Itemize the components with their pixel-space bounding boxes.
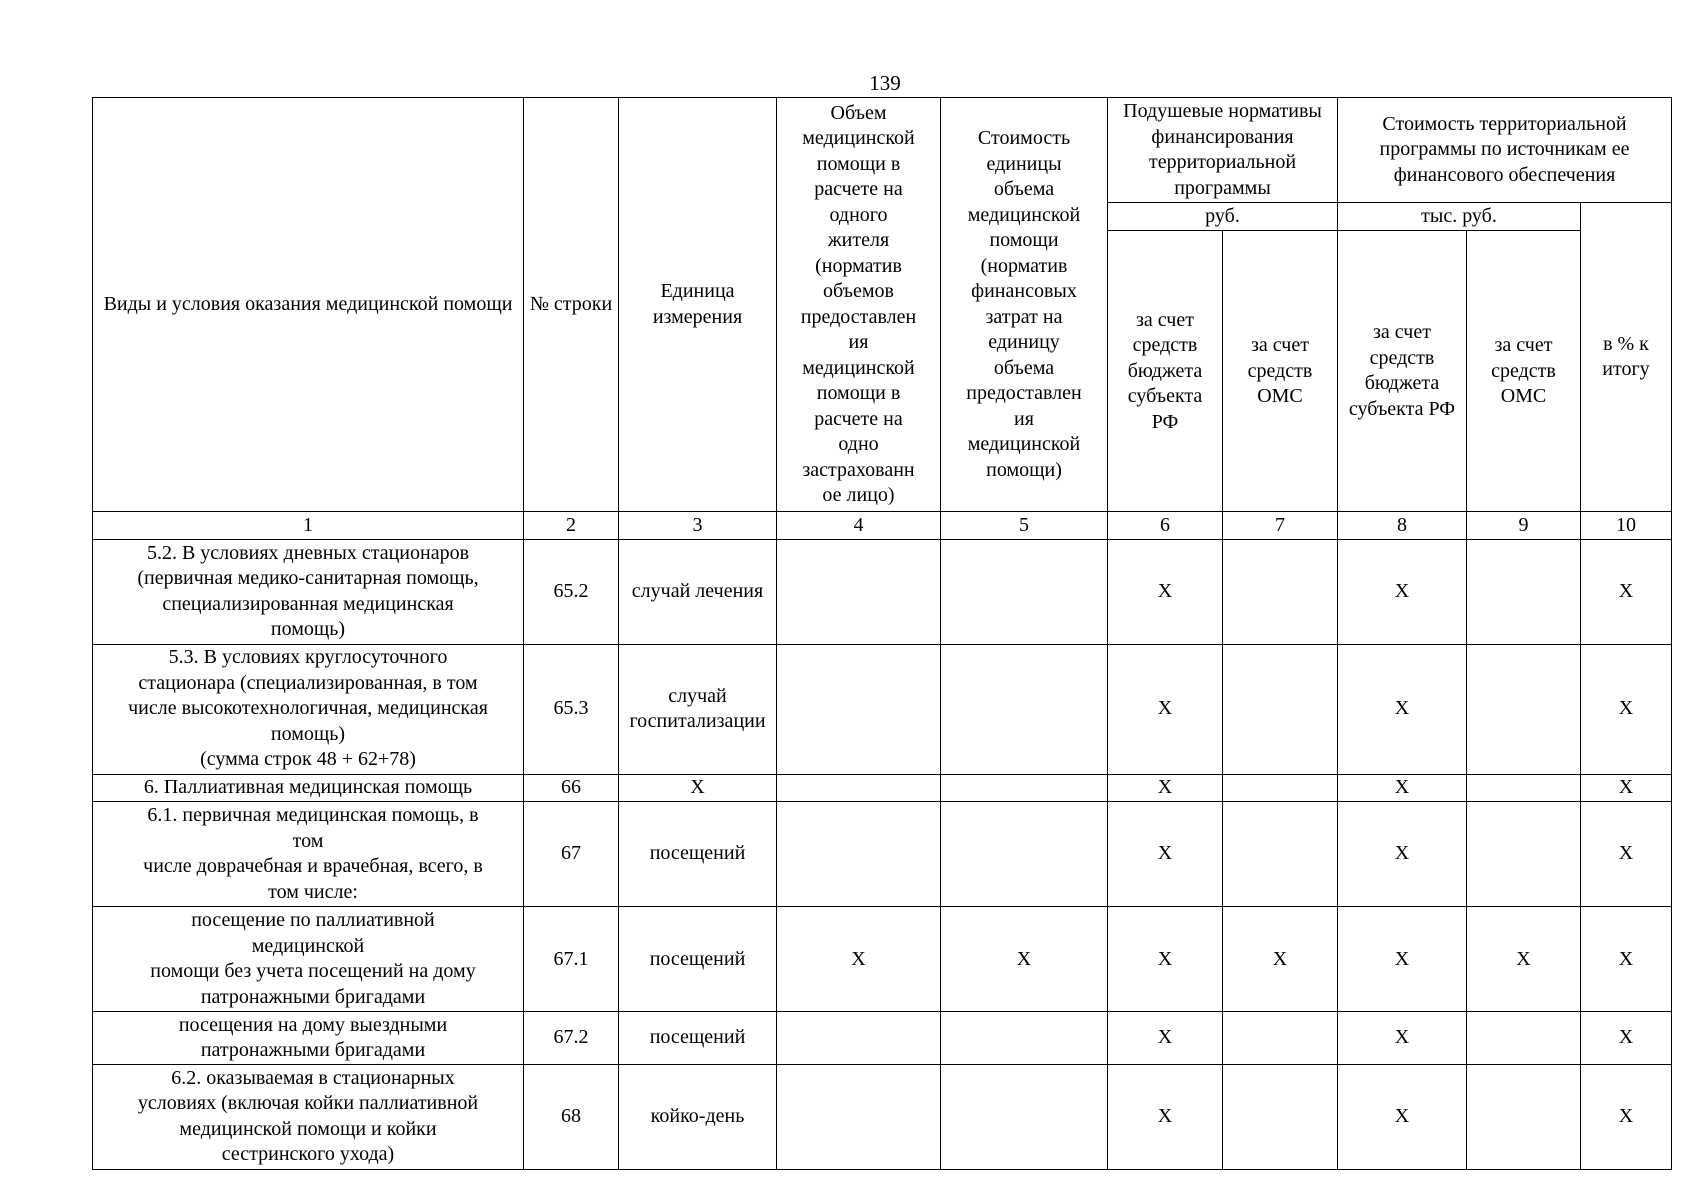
unit-cost-cell [941, 774, 1108, 801]
row-number-cell: 68 [524, 1064, 619, 1169]
percent-cell: X [1581, 1012, 1672, 1065]
row-description-line: (первичная медико-санитарная помощь, [137, 567, 479, 590]
row-description [93, 907, 524, 1012]
row-description [93, 802, 524, 907]
column-number-row [93, 512, 1672, 539]
header-cost-oms: за счет средств ОМС [1467, 231, 1581, 512]
row-description [93, 644, 524, 774]
cost-oms-cell [1467, 802, 1581, 907]
row-number-cell: 65.3 [524, 644, 619, 774]
row-description-line: посещение по паллиативной [191, 909, 435, 932]
cost-budget-cell: X [1338, 774, 1467, 801]
row-description-line: 5.2. В условиях дневных стационаров [146, 541, 470, 564]
header-row-1 [93, 98, 1672, 203]
row-description-line: 5.3. В условиях круглосуточного [168, 646, 448, 669]
unit-cell: посещений [619, 907, 777, 1012]
column-number: 8 [1338, 512, 1467, 539]
volume-cell: X [777, 907, 941, 1012]
row-description-line: медицинской помощи и койки [179, 1117, 437, 1140]
cost-oms-cell: X [1467, 907, 1581, 1012]
table-row [93, 907, 1672, 1012]
row-description-line: сестринского ухода) [221, 1143, 395, 1166]
row-description-line: патронажными бригадами [200, 985, 426, 1008]
header-program-cost: Стоимость территориальной программы по источникам ее финансового обеспечения [1338, 98, 1672, 203]
header-cost-budget: за счет средств бюджета субъекта РФ [1338, 231, 1467, 512]
cost-budget-cell: X [1338, 644, 1467, 774]
row-description-line: условиях (включая койки паллиативной [137, 1092, 479, 1115]
cost-oms-cell [1467, 644, 1581, 774]
table-row [93, 774, 1672, 801]
norm-budget-cell: X [1108, 539, 1223, 644]
column-number: 2 [524, 512, 619, 539]
unit-cell: случай госпитализации [619, 644, 777, 774]
header-unit: Единица измерения [619, 98, 777, 512]
row-description [93, 1064, 524, 1169]
unit-cell: случай лечения [619, 539, 777, 644]
cost-budget-cell: X [1338, 539, 1467, 644]
cost-oms-cell [1467, 539, 1581, 644]
percent-cell: X [1581, 774, 1672, 801]
row-number-cell: 67.1 [524, 907, 619, 1012]
norm-oms-cell [1223, 774, 1338, 801]
cost-budget-cell: X [1338, 907, 1467, 1012]
cost-budget-cell: X [1338, 802, 1467, 907]
unit-cell: X [619, 774, 777, 801]
percent-cell: X [1581, 802, 1672, 907]
unit-cell: посещений [619, 1012, 777, 1065]
page-number: 139 [869, 71, 901, 95]
row-description-line: помощь) [270, 618, 346, 641]
norm-oms-cell [1223, 1064, 1338, 1169]
norm-budget-cell: X [1108, 1012, 1223, 1065]
row-number-cell: 66 [524, 774, 619, 801]
unit-cell: койко-день [619, 1064, 777, 1169]
percent-cell: X [1581, 644, 1672, 774]
unit-cell: посещений [619, 802, 777, 907]
row-description-line: помощи без учета посещений на дому [150, 960, 476, 983]
header-row-number: № строки [524, 98, 619, 512]
row-description-line: том числе: [268, 880, 358, 903]
header-norm-oms: за счет средств ОМС [1223, 231, 1338, 512]
unit-cost-cell [941, 1012, 1108, 1065]
row-description-line: том [292, 829, 324, 852]
column-number: 10 [1581, 512, 1672, 539]
table-row [93, 539, 1672, 644]
header-per-capita-norms: Подушевые нормативы финансирования территориальной программы [1108, 98, 1338, 203]
norm-budget-cell: X [1108, 774, 1223, 801]
cost-budget-cell: X [1338, 1012, 1467, 1065]
row-description-line: (сумма строк 48 + 62+78) [200, 748, 416, 771]
unit-cost-cell [941, 539, 1108, 644]
header-volume: Объем медицинской помощи в расчете на одного жителя (норматив объемов предоставлен ия медицинской помощи в расчете на одно застрахованн ое лицо) [777, 98, 941, 512]
row-description-line: 6.1. первичная медицинская помощь, в [147, 804, 479, 827]
row-description-line: посещения на дому выездными [178, 1013, 448, 1036]
row-description-line: 6. Паллиативная медицинская помощь [143, 776, 473, 799]
norm-oms-cell: X [1223, 907, 1338, 1012]
header-unit-cost: Стоимость единицы объема медицинской помощи (норматив финансовых затрат на единицу объема предоставлен ия медицинской помощи) [941, 98, 1108, 512]
norm-oms-cell [1223, 802, 1338, 907]
table-row [93, 802, 1672, 907]
header-unit-thousand-rub: тыс. руб. [1338, 203, 1581, 231]
cost-oms-cell [1467, 774, 1581, 801]
norm-budget-cell: X [1108, 907, 1223, 1012]
row-number-cell: 67 [524, 802, 619, 907]
table-body [93, 98, 1672, 1170]
cost-oms-cell [1467, 1012, 1581, 1065]
volume-cell [777, 774, 941, 801]
column-number: 1 [93, 512, 524, 539]
row-description-line: числе высокотехнологичная, медицинская [128, 697, 488, 720]
table-row [93, 1064, 1672, 1169]
row-description [93, 774, 524, 801]
norm-oms-cell [1223, 539, 1338, 644]
row-description-line: специализированная медицинская [162, 592, 454, 615]
row-number-cell: 67.2 [524, 1012, 619, 1065]
column-number: 9 [1467, 512, 1581, 539]
norm-oms-cell [1223, 644, 1338, 774]
cost-budget-cell: X [1338, 1064, 1467, 1169]
norm-budget-cell: X [1108, 1064, 1223, 1169]
row-description-line: медицинской [251, 934, 365, 957]
volume-cell [777, 644, 941, 774]
row-number-cell: 65.2 [524, 539, 619, 644]
header-kinds-of-care: Виды и условия оказания медицинской помощи [93, 98, 524, 512]
table-row [93, 644, 1672, 774]
percent-cell: X [1581, 1064, 1672, 1169]
row-description-line: 6.2. оказываемая в стационарных [171, 1066, 455, 1089]
percent-cell: X [1581, 539, 1672, 644]
column-number: 4 [777, 512, 941, 539]
column-number: 3 [619, 512, 777, 539]
row-description-line: помощь) [270, 722, 346, 745]
percent-cell: X [1581, 907, 1672, 1012]
volume-cell [777, 802, 941, 907]
norm-budget-cell: X [1108, 644, 1223, 774]
header-unit-rub: руб. [1108, 203, 1338, 231]
territorial-program-table [92, 97, 1672, 1170]
unit-cost-cell: X [941, 907, 1108, 1012]
column-number: 5 [941, 512, 1108, 539]
header-percent-of-total: в % к итогу [1581, 203, 1672, 512]
row-description [93, 1012, 524, 1065]
volume-cell [777, 539, 941, 644]
column-number: 7 [1223, 512, 1338, 539]
cost-oms-cell [1467, 1064, 1581, 1169]
unit-cost-cell [941, 644, 1108, 774]
unit-cost-cell [941, 1064, 1108, 1169]
unit-cost-cell [941, 802, 1108, 907]
row-description-line: патронажными бригадами [200, 1039, 426, 1062]
header-norm-budget: за счет средств бюджета субъекта РФ [1108, 231, 1223, 512]
volume-cell [777, 1012, 941, 1065]
column-number: 6 [1108, 512, 1223, 539]
row-description-line: стационара (специализированная, в том [138, 671, 478, 694]
norm-budget-cell: X [1108, 802, 1223, 907]
row-description-line: числе доврачебная и врачебная, всего, в [143, 855, 483, 878]
row-description [93, 539, 524, 644]
table-row [93, 1012, 1672, 1065]
norm-oms-cell [1223, 1012, 1338, 1065]
volume-cell [777, 1064, 941, 1169]
